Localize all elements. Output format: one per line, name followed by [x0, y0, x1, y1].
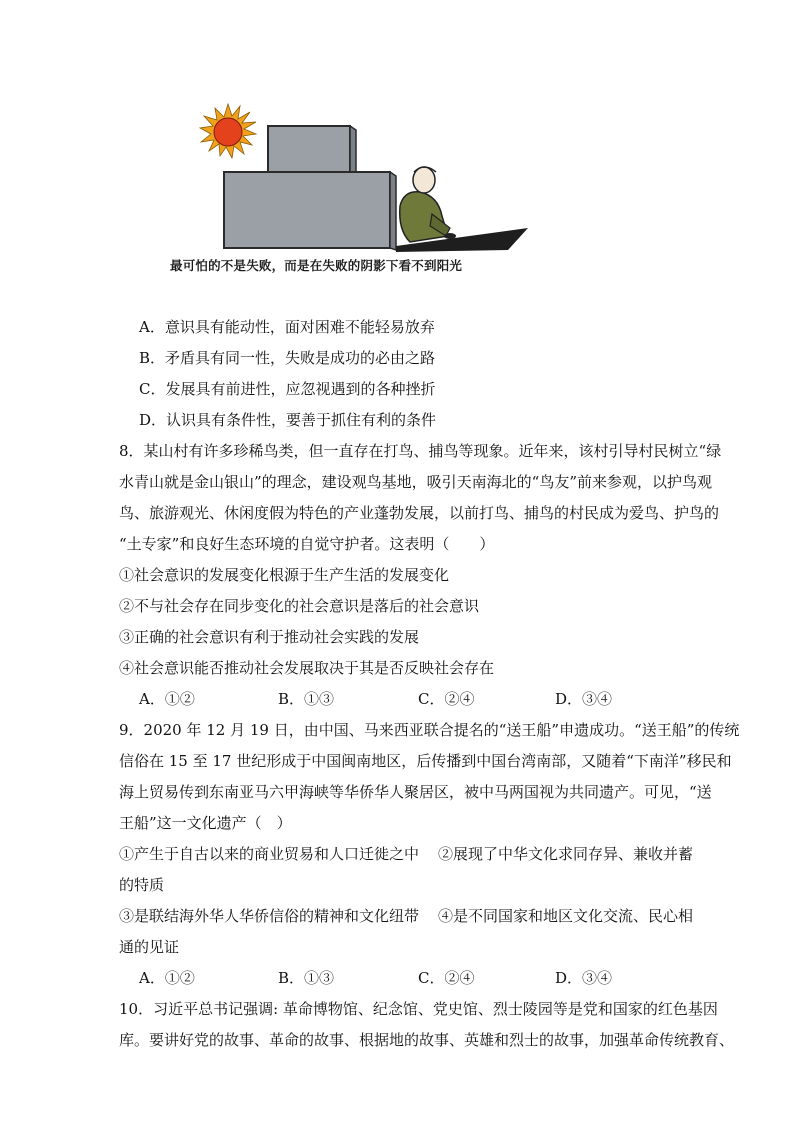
q8-statement-1: ①社会意识的发展变化根源于生产生活的发展变化	[119, 566, 450, 584]
sun-icon	[200, 104, 256, 158]
q9-statement-2: ②展现了中华文化求同存异、兼收并蓄	[438, 845, 694, 863]
q9-choice-a: A．①②	[139, 969, 195, 987]
q8-choice-b: B．①③	[278, 690, 335, 708]
q7-option-c: C．发展具有前进性，应忽视遇到的各种挫折	[139, 380, 436, 398]
q8-stem-line-3: 鸟、旅游观光、休闲度假为特色的产业蓬勃发展，以前打鸟、捕鸟的村民成为爱鸟、护鸟的	[119, 504, 720, 522]
q10-stem-line-2: 库。要讲好党的故事、革命的故事、根据地的故事、英雄和烈士的故事，加强革命传统教育、	[119, 1031, 735, 1049]
q9-stem-line-3: 海上贸易传到东南亚马六甲海峡等华侨华人聚居区，被中马两国视为共同遗产。可见，“送	[119, 783, 712, 801]
stone-block-upper	[268, 126, 356, 174]
q9-stem-line-2: 信俗在 15 至 17 世纪形成于中国闽南地区，后传播到中国台湾南部，又随着“下南洋”移民和	[119, 752, 732, 770]
q8-choice-a: A．①②	[139, 690, 195, 708]
q9-statement-4-cont: 通的见证	[119, 938, 180, 956]
q8-stem-line-1: 8．某山村有许多珍稀鸟类，但一直存在打鸟、捕鸟等现象。近年来，该村引导村民树立“绿	[119, 442, 722, 460]
q9-statement-4: ④是不同国家和地区文化交流、民心相	[438, 907, 694, 925]
q9-choice-c: C．②④	[418, 969, 475, 987]
q9-stem-line-1: 9．2020 年 12 月 19 日，由中国、马来西亚联合提名的“送王船”申遗成功。“送王船”的传统	[119, 721, 740, 739]
figure-caption: 最可怕的不是失败，而是在失败的阴影下看不到阳光	[170, 258, 463, 273]
q8-choice-d: D．③④	[555, 690, 613, 708]
q10-stem-line-1: 10．习近平总书记强调: 革命博物馆、纪念馆、党史馆、烈士陵园等是党和国家的红色基因	[119, 1000, 718, 1018]
q8-statement-4: ④社会意识能否推动社会发展取决于其是否反映社会存在	[119, 659, 495, 677]
sitting-man	[400, 167, 456, 242]
q7-option-d: D．认识具有条件性，要善于抓住有利的条件	[139, 411, 437, 429]
q8-stem-line-4: “土专家”和良好生态环境的自觉守护者。这表明（ ）	[119, 535, 495, 553]
q8-statement-3: ③正确的社会意识有利于推动社会实践的发展	[119, 628, 420, 646]
cartoon-figure	[148, 96, 548, 282]
q9-choice-b: B．①③	[278, 969, 335, 987]
q7-option-b: B．矛盾具有同一性，失败是成功的必由之路	[139, 349, 436, 367]
cartoon-illustration	[148, 96, 548, 256]
q7-option-a: A．意识具有能动性，面对困难不能轻易放弃	[139, 318, 435, 336]
q9-stem-line-4: 王船”这一文化遗产（ ）	[119, 814, 292, 832]
q8-statement-2: ②不与社会存在同步变化的社会意识是落后的社会意识	[119, 597, 480, 615]
q9-statement-2-cont: 的特质	[119, 876, 165, 894]
q9-statement-3: ③是联结海外华人华侨信俗的精神和文化纽带	[119, 907, 420, 925]
q9-choice-d: D．③④	[555, 969, 613, 987]
q8-choice-c: C．②④	[418, 690, 475, 708]
q8-stem-line-2: 水青山就是金山银山”的理念，建设观鸟基地，吸引天南海北的“鸟友”前来参观，以护鸟观	[119, 473, 713, 491]
q9-statement-1: ①产生于自古以来的商业贸易和人口迁徙之中	[119, 845, 420, 863]
stone-block-lower	[224, 172, 396, 250]
